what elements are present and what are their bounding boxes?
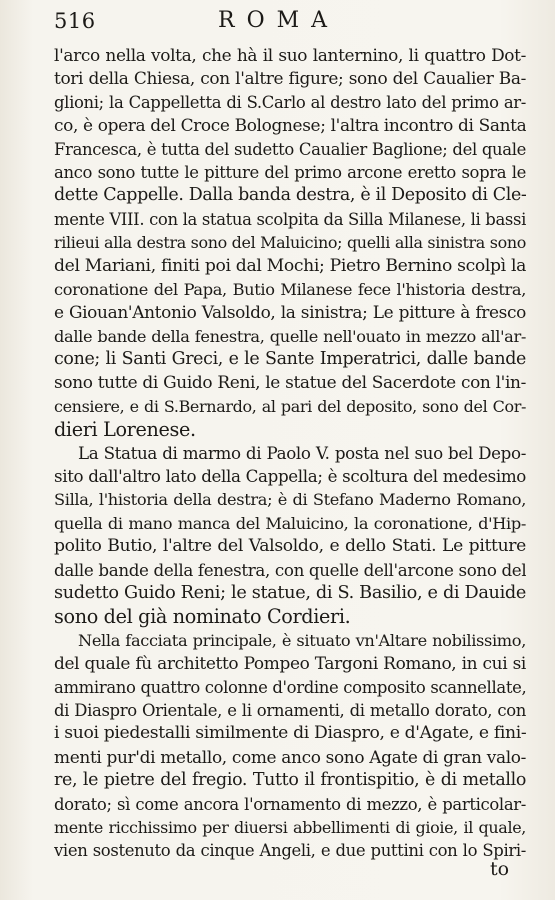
catchword: to [490, 858, 510, 880]
text-line: coronatione del Papa, Butio Milanese fece l'historia destra, [54, 279, 526, 299]
text-line: glioni; la Cappelletta di S.Carlo al destro lato del primo ar- [54, 92, 526, 112]
text-line: dalle bande della fenestra, con quelle dell'arcone sono del [54, 559, 526, 580]
text-line: ammirano quattro colonne d'ordine composito scannellate, [54, 677, 526, 697]
text-line: mente ricchissimo per diuersi abbellimenti di gioie, il quale, [54, 817, 526, 837]
text-line: tori della Chiesa, con l'altre figure; sono del Caualier Ba- [54, 68, 526, 89]
text-line: censiere, e di S.Bernardo, al pari del deposito, sono del Cor- [54, 396, 526, 416]
text-line: Francesca, è tutta del sudetto Caualier Baglione; del quale [54, 139, 526, 159]
text-line: del quale fù architetto Pompeo Targoni Romano, in cui si [54, 653, 526, 674]
text-line: dalle bande della fenestra, quelle nell'ouato in mezzo all'ar- [54, 326, 526, 346]
text-line: sito dall'altro lato della Cappella; è scoltura del medesimo [54, 466, 526, 487]
text-line: mente VIII. con la statua scolpita da Silla Milanese, li bassi [54, 209, 526, 229]
text-line: quella di mano manca del Maluicino, la coronatione, d'Hip- [54, 513, 526, 533]
paragraph-first-line: Nella facciata principale, è situato vn'Altare nobilissimo, [78, 630, 526, 650]
text-line: vien sostenuto da cinque Angeli, e due puttini con lo Spiri- [54, 841, 526, 861]
text-line: del Mariani, finiti poi dal Mochi; Pietro Bernino scolpì la [54, 255, 526, 276]
text-line: re, le pietre del fregio. Tutto il frontispitio, è di metallo [54, 770, 526, 791]
text-line: e Giouan'Antonio Valsoldo, la sinistra; Le pitture à fresco [54, 302, 526, 323]
text-line: anco sono tutte le pitture del primo arcone eretto sopra le [54, 162, 526, 182]
text-line: Silla, l'historia della destra; è di Stefano Maderno Romano, [54, 490, 526, 510]
text-line: l'arco nella volta, che hà il suo lanternino, li quattro Dot- [54, 45, 526, 65]
text-line: dette Cappelle. Dalla banda destra, è il Deposito di Cle- [54, 185, 526, 206]
text-line: sudetto Guido Reni; le statue, di S. Basilio, e di Dauide [54, 582, 526, 603]
text-line: di Diaspro Orientale, e li ornamenti, di metallo dorato, con [54, 700, 526, 720]
paragraph-first-line: La Statua di marmo di Paolo V. posta nel suo bel Depo- [78, 442, 526, 463]
text-line: sono del già nominato Cordieri. [54, 605, 351, 629]
text-line: rilieui alla destra sono del Maluicino; quelli alla sinistra sono [54, 233, 526, 253]
text-line: dieri Lorenese. [54, 418, 196, 442]
text-line: polito Butio, l'altre del Valsoldo, e dello Stati. Le pitture [54, 536, 526, 557]
body-text [54, 44, 526, 863]
text-line: dorato; sì come ancora l'ornamento di mezzo, è particolar- [54, 794, 526, 814]
text-line: menti pur'di metallo, come anco sono Agate di gran valo- [54, 746, 526, 767]
text-line: i suoi piedestalli similmente di Diaspro, e d'Agate, e fini- [54, 723, 526, 744]
text-line: sono tutte di Guido Reni, le statue del Sacerdote con l'in- [54, 372, 526, 393]
running-head: ROMA [218, 8, 340, 33]
page-number: 516 [54, 9, 96, 33]
text-line: cone; li Santi Greci, e le Sante Imperatrici, dalle bande [54, 349, 526, 370]
text-line: co, è opera del Croce Bolognese; l'altra incontro di Santa [54, 115, 526, 136]
